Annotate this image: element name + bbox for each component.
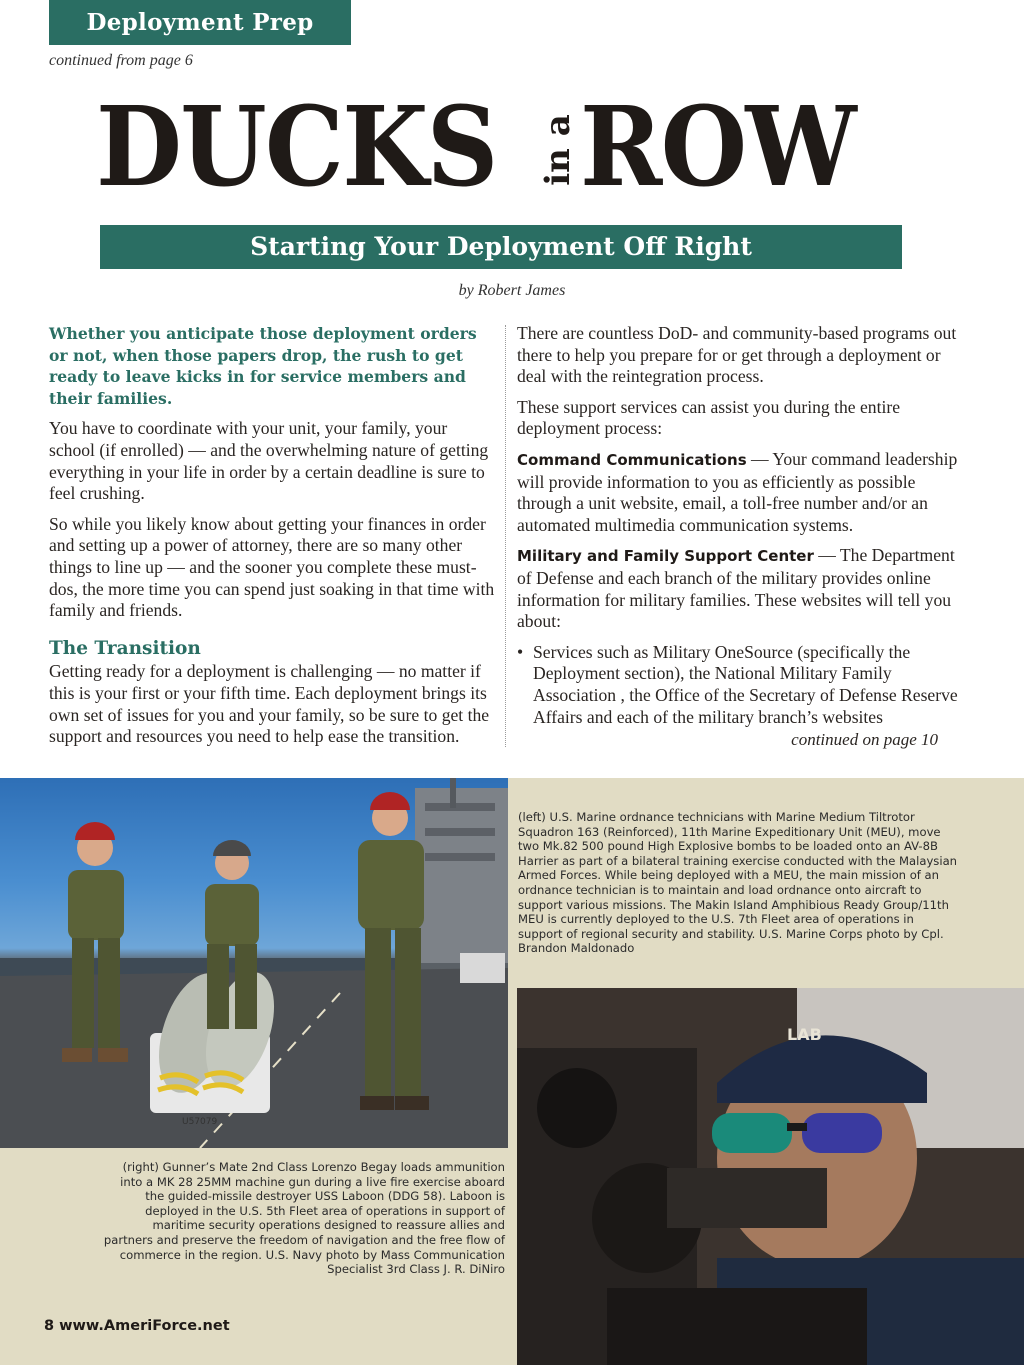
support-term: Military and Family Support Center	[517, 547, 814, 566]
marines-ordnance-illustration	[0, 778, 508, 1148]
body-paragraph: These support services can assist you during the entire deployment process:	[517, 396, 901, 439]
title-connector-text: in a	[538, 114, 578, 186]
services-list	[517, 642, 963, 728]
support-item-command	[517, 449, 963, 536]
left-photo-caption: (left) U.S. Marine ordnance technicians with Marine Medium Tiltrotor Squadron 163 (Reinforced), 11th Marine Expeditionary Unit (MEU), move two Mk.82 500 pound High Explosive bombs to be loaded onto an AV-8B Harrier as part of a bilateral training exercise conducted with the Malaysian Armed Forces. While being deployed with a MEU, the main mission of an ordnance technician is to maintain and load ordnance onto aircraft to support various missions. The Makin Island Amphibious Ready Group/11th MEU is currently deployed to the U.S. 7th Fleet area of operations in support of regional security and stability. U.S. Marine Corps photo by Cpl. Brandon Maldonado	[518, 810, 958, 956]
continued-on-note: continued on page 10	[791, 730, 938, 749]
byline: by Robert James	[458, 282, 566, 299]
article-column-right	[517, 323, 963, 728]
body-paragraph: There are countless DoD- and community-based programs out there to help you prepare for or get through a deployment or deal with the reintegration process.	[517, 323, 957, 387]
section-heading-transition: The Transition	[49, 637, 201, 659]
page-footer: 8 www.AmeriForce.net	[44, 1318, 230, 1334]
support-description: — The Department of Defense and each branch of the military provides online information for military families. These websites will tell you about:	[517, 545, 955, 632]
support-description: — Your command leadership will provide information to you as efficiently as possible through a unit website, email, a toll-free number and/or an automated multimedia communication systems.	[517, 448, 958, 535]
column-divider	[505, 325, 506, 747]
marines-ordnance-photo	[0, 778, 508, 1148]
lead-paragraph: Whether you anticipate those deployment orders or not, when those papers drop, the rush to get ready to leave kicks in for service members and their families.	[49, 324, 477, 408]
subtitle-bar: Starting Your Deployment Off Right	[100, 225, 902, 269]
continued-from-note: continued from page 6	[49, 52, 193, 69]
support-term: Command Communications	[517, 450, 747, 469]
title-connector	[538, 100, 578, 200]
support-item-family-center	[517, 545, 963, 632]
gunners-mate-photo	[517, 988, 1024, 1365]
section-tab: Deployment Prep	[49, 0, 351, 45]
cap-text: LAB	[787, 1025, 822, 1044]
body-paragraph: Getting ready for a deployment is challenging — no matter if this is your first or your fifth time. Each deployment brings its own set of issues for you and your family, so be sure to get the support and resources you need to help ease the transition.	[49, 661, 490, 747]
article-column-left	[49, 323, 495, 757]
title-word-row: ROW	[580, 81, 855, 212]
gunners-mate-illustration	[517, 988, 1024, 1365]
right-photo-caption: (right) Gunner’s Mate 2nd Class Lorenzo Begay loads ammunition into a MK 28 25MM machine gun during a live fire exercise aboard the guided-missile destroyer USS Laboon (DDG 58). Laboon is deployed in the U.S. 5th Fleet area of operations in support of maritime security operations designed to reassure allies and partners and preserve the freedom of navigation and the free flow of commerce in the region. U.S. Navy photo by Mass Communication Specialist 3rd Class J. R. DiNiro	[103, 1160, 505, 1277]
title-word-ducks: DUCKS	[96, 81, 497, 212]
cart-number: U57079	[182, 1117, 218, 1127]
body-paragraph: You have to coordinate with your unit, your family, your school (if enrolled) — and the overwhelming nature of getting everything in your life in order by a certain deadline is sure to feel crushing.	[49, 418, 489, 504]
body-paragraph: So while you likely know about getting your finances in order and setting up a power of attorney, there are so many other things to line up — and the sooner you complete these must-dos, the more time you can spend just soaking in that time with family and friends.	[49, 513, 495, 621]
list-item: • Services such as Military OneSource (specifically the Deployment section), the National Military Family Association , the Office of the Secretary of Defense Reserve Affairs and each of the military branch’s websites	[533, 642, 963, 728]
